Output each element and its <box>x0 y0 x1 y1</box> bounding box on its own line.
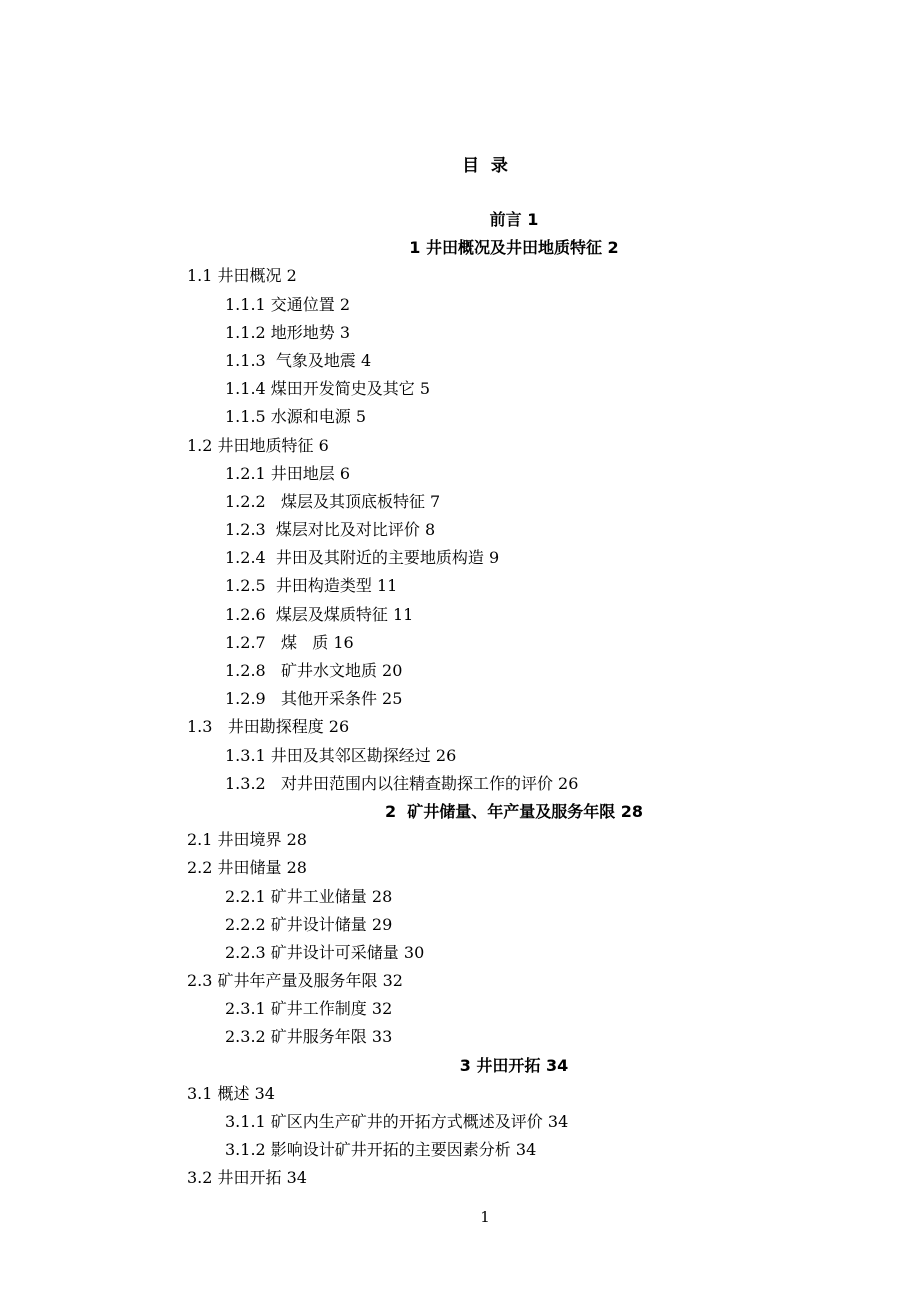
toc-entry-subsection[interactable] <box>0 742 920 770</box>
toc-entry-subsection[interactable] <box>0 403 920 431</box>
toc-entry-text: 2.3.1 矿井工作制度 32 <box>225 999 393 1019</box>
toc-entry-section[interactable] <box>0 1080 920 1108</box>
table-of-contents <box>0 206 920 1193</box>
toc-entry-subsection[interactable] <box>0 911 920 939</box>
toc-entry-text: 1.2.9 其他开采条件 25 <box>225 689 403 709</box>
toc-entry-section[interactable] <box>0 432 920 460</box>
toc-entry-chapter[interactable] <box>0 798 920 826</box>
toc-entry-text: 1.3.1 井田及其邻区勘探经过 26 <box>225 745 457 765</box>
toc-entry-section[interactable] <box>0 826 920 854</box>
toc-entry-subsection[interactable] <box>0 319 920 347</box>
toc-entry-subsection[interactable] <box>0 939 920 967</box>
toc-entry-text: 1.1.5 水源和电源 5 <box>225 407 367 427</box>
toc-entry-subsection[interactable] <box>0 516 920 544</box>
toc-entry-text: 1.2.8 矿井水文地质 20 <box>225 661 403 680</box>
toc-entry-text: 1.1.3 气象及地震 4 <box>225 350 372 370</box>
toc-entry-subsection[interactable] <box>0 347 920 375</box>
toc-entry-subsection[interactable] <box>0 375 920 403</box>
toc-entry-text: 前言 1 <box>489 210 539 229</box>
toc-entry-text: 3 井田开拓 34 <box>459 1055 569 1075</box>
toc-entry-text: 3.1.1 矿区内生产矿井的开拓方式概述及评价 34 <box>225 1112 569 1131</box>
toc-entry-chapter[interactable] <box>0 1052 920 1080</box>
toc-title: 目 录 <box>462 156 508 176</box>
toc-entry-text: 2 矿井储量、年产量及服务年限 28 <box>384 801 644 821</box>
toc-entry-subsection[interactable] <box>0 488 920 516</box>
toc-entry-subsection[interactable] <box>0 572 920 600</box>
toc-entry-subsection[interactable] <box>0 685 920 713</box>
toc-entry-subsection[interactable] <box>0 629 920 657</box>
toc-entry-text: 1.1.4 煤田开发简史及其它 5 <box>225 379 431 399</box>
toc-entry-text: 1.1 井田概况 2 <box>187 266 297 286</box>
toc-entry-text: 2.3.2 矿井服务年限 33 <box>225 1027 393 1047</box>
toc-entry-text: 2.3 矿井年产量及服务年限 32 <box>187 971 403 991</box>
toc-entry-chapter[interactable] <box>0 206 920 234</box>
toc-entry-subsection[interactable] <box>0 770 920 798</box>
toc-entry-text: 2.2.3 矿井设计可采储量 30 <box>225 942 425 962</box>
toc-entry-section[interactable] <box>0 262 920 290</box>
toc-entry-section[interactable] <box>0 967 920 995</box>
toc-entry-text: 1.3.2 对井田范围内以往精查勘探工作的评价 26 <box>225 773 579 793</box>
toc-entry-subsection[interactable] <box>0 995 920 1023</box>
toc-entry-subsection[interactable] <box>0 657 920 685</box>
toc-entry-text: 1.2.4 井田及其附近的主要地质构造 9 <box>225 548 500 568</box>
toc-entry-text: 1.2 井田地质特征 6 <box>187 435 329 455</box>
toc-entry-subsection[interactable] <box>0 1136 920 1164</box>
toc-entry-subsection[interactable] <box>0 460 920 488</box>
toc-entry-text: 1.2.7 煤 质 16 <box>225 632 354 652</box>
toc-entry-subsection[interactable] <box>0 1108 920 1136</box>
toc-entry-text: 2.2.1 矿井工业储量 28 <box>225 886 393 906</box>
toc-entry-text: 1.1.2 地形地势 3 <box>225 322 351 342</box>
toc-entry-subsection[interactable] <box>0 601 920 629</box>
toc-entry-text: 3.2 井田开拓 34 <box>187 1168 307 1188</box>
toc-entry-text: 1.2.2 煤层及其顶底板特征 7 <box>225 491 441 511</box>
toc-entry-chapter[interactable] <box>0 234 920 262</box>
toc-entry-subsection[interactable] <box>0 1023 920 1051</box>
toc-entry-subsection[interactable] <box>0 291 920 319</box>
page-number: 1 <box>480 1208 490 1226</box>
toc-entry-text: 1.2.6 煤层及煤质特征 11 <box>225 604 414 624</box>
toc-entry-section[interactable] <box>0 1164 920 1192</box>
toc-entry-text: 1 井田概况及井田地质特征 2 <box>409 238 619 258</box>
toc-entry-text: 2.1 井田境界 28 <box>187 830 307 850</box>
toc-entry-text: 1.2.5 井田构造类型 11 <box>225 576 398 596</box>
toc-entry-text: 2.2 井田储量 28 <box>187 858 307 878</box>
toc-entry-section[interactable] <box>0 854 920 882</box>
toc-entry-text: 3.1 概述 34 <box>187 1083 275 1103</box>
toc-entry-text: 3.1.2 影响设计矿井开拓的主要因素分析 34 <box>225 1140 537 1160</box>
toc-entry-text: 2.2.2 矿井设计储量 29 <box>225 914 393 934</box>
toc-entry-text: 1.2.3 煤层对比及对比评价 8 <box>225 520 436 540</box>
toc-entry-section[interactable] <box>0 713 920 741</box>
toc-entry-text: 1.1.1 交通位置 2 <box>225 294 351 314</box>
toc-entry-text: 1.2.1 井田地层 6 <box>225 463 351 483</box>
toc-entry-subsection[interactable] <box>0 544 920 572</box>
toc-entry-text: 1.3 井田勘探程度 26 <box>187 717 350 737</box>
toc-entry-subsection[interactable] <box>0 883 920 911</box>
